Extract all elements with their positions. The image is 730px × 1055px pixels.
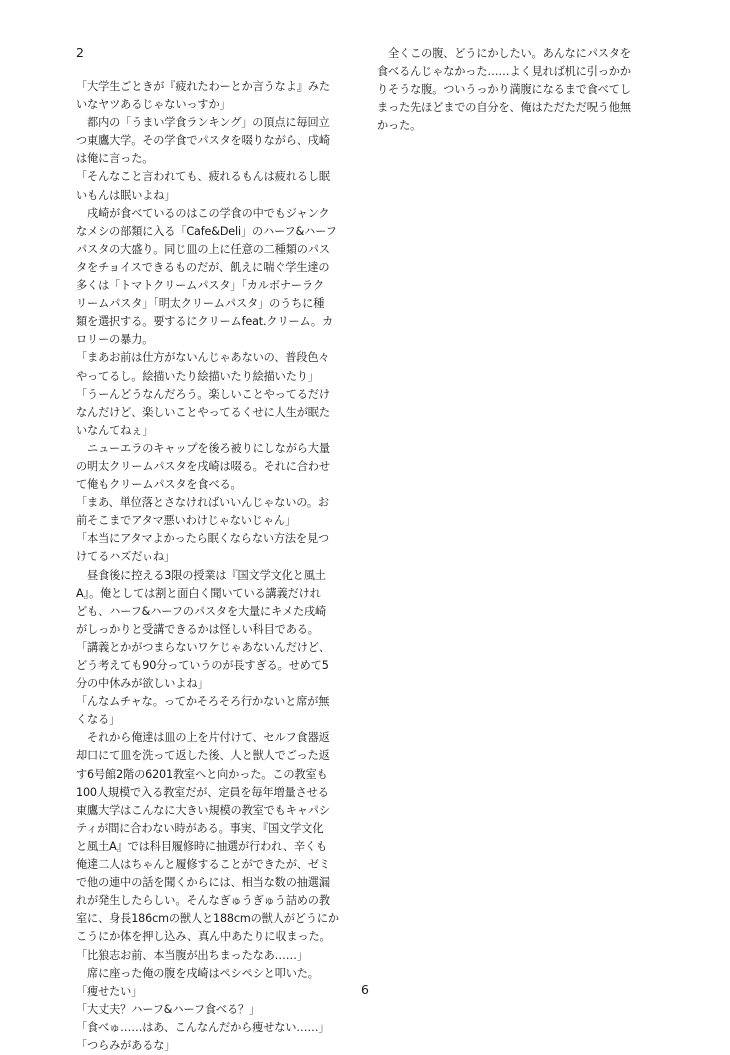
text-line: 「まあ、単位落とさなければいいんじゃないの。お <box>76 496 329 510</box>
text-line: なんだけど、楽しいことやってるくせに人生が眠た <box>76 405 330 419</box>
text-line: 全くこの腹、どうにかしたい。あんなにパスタを <box>377 47 631 60</box>
text-line: A』。俺としては割と面白く聞いている講義だけれ <box>76 586 321 600</box>
text-line: つ東鷹大学。その学食でパスタを啜りながら、戌崎 <box>76 134 330 148</box>
text-line: それから俺達は皿の上を片付けて、セルフ食器返 <box>76 731 330 745</box>
text-line: 俺達二人はちゃんと履修することができたが、ゼミ <box>76 858 330 872</box>
text-line: と風土A』では科目履修時に抽選が行われ、辛くも <box>76 839 328 853</box>
page-number: 6 <box>361 982 369 997</box>
text-line: リームパスタ」「明太クリームパスタ」のうちに種 <box>76 297 325 311</box>
text-line: 室に、身長186cmの獣人と188cmの獣人がどうにか <box>76 912 339 926</box>
text-line: ども、ハーフ&ハーフのパスタを大量にキメた戌崎 <box>76 604 327 618</box>
text-line: の明太クリームパスタを戌崎は啜る。それに合わせ <box>76 459 330 473</box>
text-line: くなる」 <box>76 713 121 727</box>
text-line: やってるし。絵描いたり絵描いたり絵描いたり」 <box>76 369 319 383</box>
text-line: 「痩せたい」 <box>76 984 143 998</box>
text-line: がしっかりと受講できるかは怪しい科目である。 <box>76 622 319 636</box>
text-line: 「まあお前は仕方がないんじゃあないの、普段色々 <box>76 351 330 365</box>
right-text-column <box>377 45 655 135</box>
text-line: は俺に言った。 <box>76 152 154 166</box>
text-line: 「そんなこと言われても、疲れるもんは疲れるし眠 <box>76 170 330 184</box>
text-line: 「食べゅ……はあ、こんなんだから痩せない……」 <box>76 1020 330 1034</box>
left-text-column <box>76 78 354 1055</box>
text-line: かった。 <box>377 119 422 133</box>
text-line: 食べるんじゃなかった……よく見れば机に引っかか <box>377 65 631 79</box>
text-line: 都内の「うまい学食ランキング」の頂点に毎回立 <box>76 116 330 130</box>
text-line: ニューエラのキャップを後ろ被りにしながら大量 <box>76 441 330 455</box>
text-line: 「講義とかがつまらないワケじゃあないんだけど、 <box>76 640 330 654</box>
text-line: 多くは「トマトクリームパスタ」「カルボナーラク <box>76 279 325 293</box>
text-line: 「本当にアタマよかったら眠くならない方法を見つ <box>76 532 330 546</box>
text-line: 「つらみがあるな」 <box>76 1038 176 1052</box>
text-line: 却口にて皿を洗って返した後、人と獣人でごった返 <box>76 749 330 763</box>
chapter-number: 2 <box>76 45 84 60</box>
text-line: こうにか体を押し込み、真ん中あたりに収まった。 <box>76 930 331 944</box>
text-line: 類を選択する。要するにクリームfeat.クリーム。カ <box>76 315 333 329</box>
text-line: 席に座った俺の腹を戌崎はペシペシと叩いた。 <box>76 966 319 980</box>
text-line: 「比狼志お前、本当腹が出ちまったなあ……」 <box>76 948 308 962</box>
text-line: す6号館2階の6201教室へと向かった。この教室も <box>76 767 328 781</box>
text-line: まった先ほどまでの自分を、俺はただただ呪う他無 <box>377 101 631 115</box>
text-line: どう考えても90分っていうのが長すぎる。せめて5 <box>76 659 329 672</box>
text-line: いなんてねぇ」 <box>76 423 154 437</box>
text-line: パスタの大盛り。同じ皿の上に任意の二種類のパス <box>76 242 330 256</box>
text-line: ロリーの暴力。 <box>76 333 154 347</box>
text-line: タをチョイスできるものだが、飢えに喘ぐ学生達の <box>76 260 330 274</box>
text-line: ティが間に合わない時がある。事実、『国文学文化 <box>76 821 324 835</box>
text-line: 分の中休みが欲しいよね」 <box>76 677 209 691</box>
text-line: で他の連中の話を聞くからには、相当な数の抽選漏 <box>76 876 330 890</box>
text-line: いなヤツあるじゃないっすか」 <box>76 98 231 112</box>
text-line: 前そこまでアタマ悪いわけじゃないじゃん」 <box>76 514 296 528</box>
text-line: いもんは眠いよね」 <box>76 188 176 202</box>
text-line: れが発生したらしい。そんなぎゅうぎゅう詰めの教 <box>76 894 330 908</box>
text-line: りそうな腹。ついうっかり満腹になるまで食べてし <box>377 83 631 97</box>
text-line: 「うーんどうなんだろう。楽しいことやってるだけ <box>76 387 330 401</box>
text-line: 東鷹大学はこんなに大きい規模の教室でもキャパシ <box>76 803 330 817</box>
text-line: 「んなムチャな。ってかそろそろ行かないと席が無 <box>76 695 330 709</box>
text-line: 戌崎が食べているのはこの学食の中でもジャンク <box>76 206 330 220</box>
text-line: 100人規模で入る教室だが、定員を毎年増量させる <box>76 785 329 799</box>
text-line: て俺もクリームパスタを食べる。 <box>76 478 242 492</box>
text-line: 昼食後に控える3限の授業は『国文学文化と風土 <box>76 568 326 582</box>
text-line: けてるハズだぃね」 <box>76 550 176 564</box>
text-line: 「大丈夫？ハーフ&ハーフ食べる？」 <box>76 1002 261 1016</box>
text-line: 「大学生ごときが『疲れたわーとか言うなよ』みた <box>76 80 330 93</box>
text-line: なメシの部類に入る「Cafe&Deli」のハーフ&ハーフ <box>76 224 337 238</box>
